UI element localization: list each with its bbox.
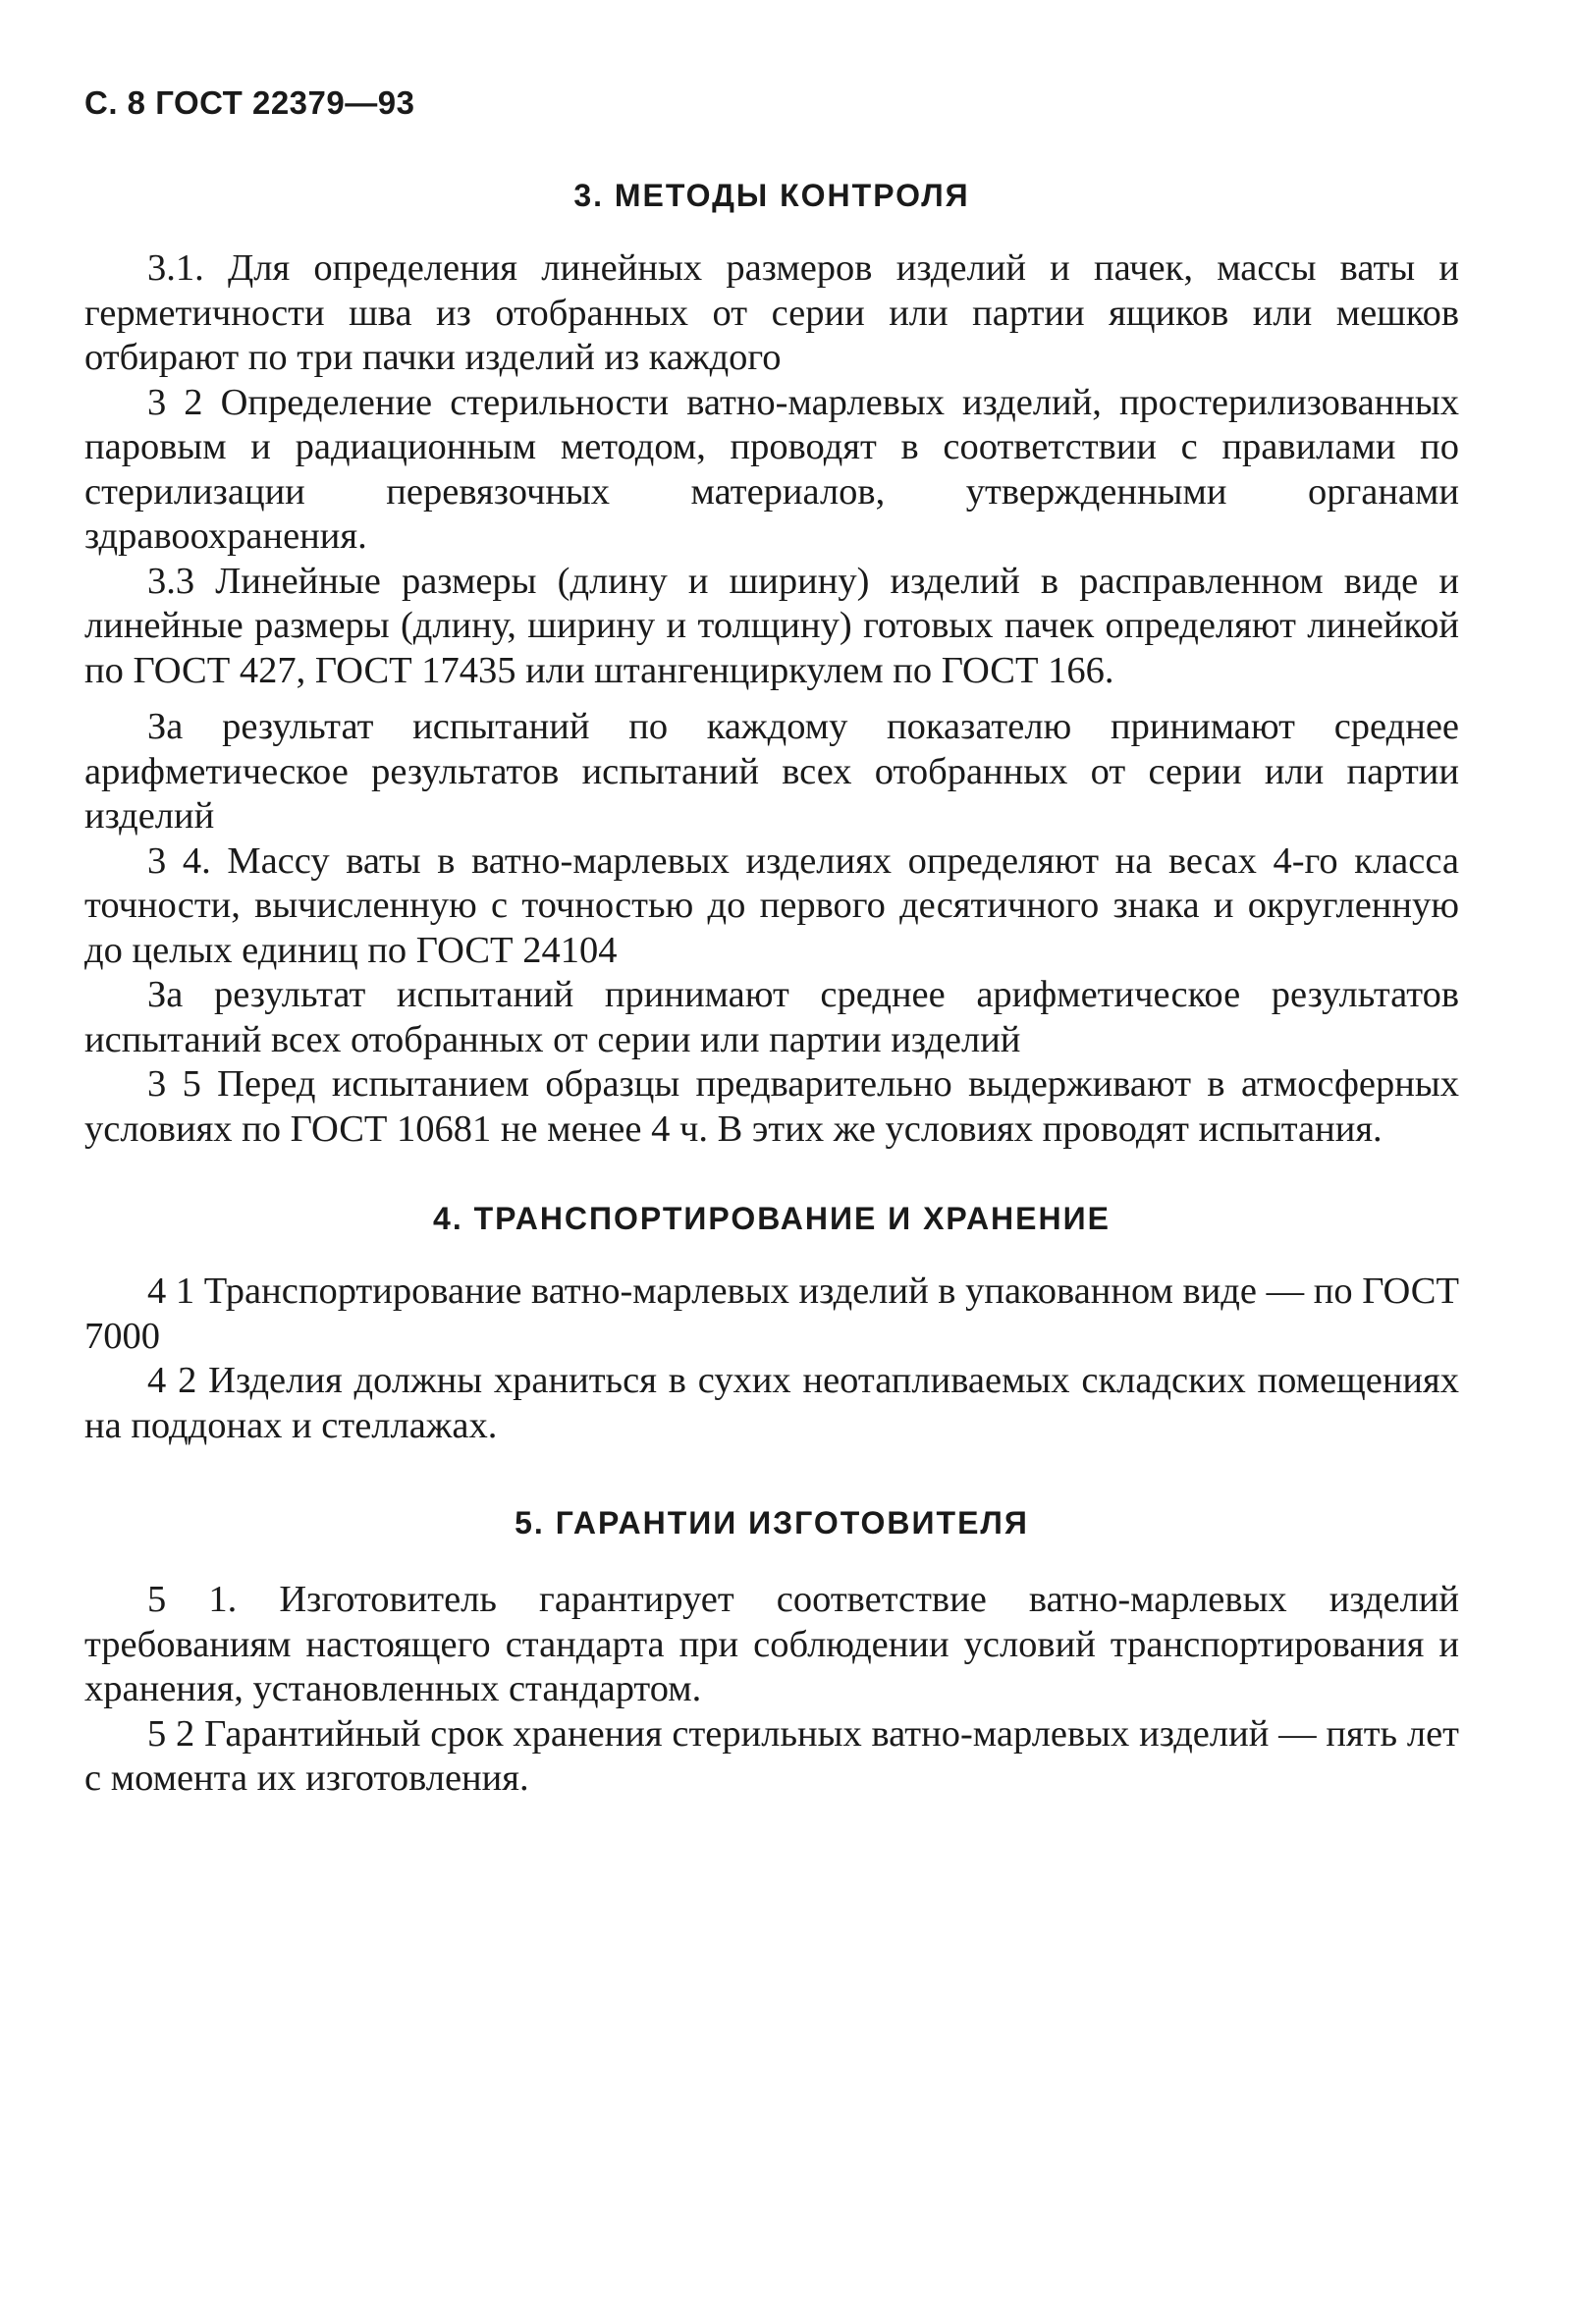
section-3 (84, 180, 1459, 1152)
section-title: 3. МЕТОДЫ КОНТРОЛЯ (573, 178, 970, 213)
section-title: 4. ТРАНСПОРТИРОВАНИЕ И ХРАНЕНИЕ (433, 1201, 1111, 1236)
paragraph-4-1: 4 1 Транспортирование ватно-марлевых изделий в упакованном виде — по ГОСТ 7000 (84, 1270, 1459, 1357)
paragraph-3-2: 3 2 Определение стерильности ватно-марлевых изделий, простерилизованных паровым и радиационным методом, проводят в соответствии с правилами по стерилизации перевязочных материалов, утвержденными органами здравоохранения. (84, 381, 1459, 557)
paragraph-3-5: 3 5 Перед испытанием образцы предварительно выдерживают в атмосферных условиях по ГОСТ 10681 не менее 4 ч. В этих же условиях проводят испытания. (84, 1063, 1459, 1150)
paragraph-3-3: 3.3 Линейные размеры (длину и ширину) изделий в расправленном виде и линейные размеры (длину, ширину и толщину) готовых пачек определяют линейкой по ГОСТ 427, ГОСТ 17435 или штангенциркулем по ГОСТ 166. (84, 560, 1459, 691)
running-head: С. 8 ГОСТ 22379—93 (84, 84, 415, 121)
paragraph-3-4-result: За результат испытаний принимают среднее арифметическое результатов испытаний всех отобранных от серии или партии изделий (84, 974, 1459, 1060)
section-title: 5. ГАРАНТИИ ИЗГОТОВИТЕЛЯ (515, 1505, 1029, 1540)
paragraph-3-4: 3 4. Массу ваты в ватно-марлевых изделиях определяют на весах 4-го класса точности, вычисленную с точностью до первого десятичного знака и округленную до целых единиц по ГОСТ 24104 (84, 839, 1459, 971)
paragraph-3-3-result: За результат испытаний по каждому показателю принимают среднее арифметическое результатов испытаний всех отобранных от серии или партии изделий (84, 706, 1459, 837)
document-page (84, 86, 1459, 1802)
section-5 (84, 1507, 1459, 1802)
paragraph-3-1: 3.1. Для определения линейных размеров изделий и пачек, массы ваты и герметичности шва из отобранных от серии или партии ящиков или мешков отбирают по три пачки изделий из каждого (84, 247, 1459, 378)
section-4 (84, 1203, 1459, 1448)
paragraph-5-1: 5 1. Изготовитель гарантирует соответствие ватно-марлевых изделий требованиям настоящего стандарта при соблюдении условий транспортирования и хранения, установленных стандартом. (84, 1579, 1459, 1709)
paragraph-5-2: 5 2 Гарантийный срок хранения стерильных ватно-марлевых изделий — пять лет с момента их изготовления. (84, 1712, 1459, 1799)
paragraph-4-2: 4 2 Изделия должны храниться в сухих неотапливаемых складских помещениях на поддонах и стеллажах. (84, 1360, 1459, 1446)
